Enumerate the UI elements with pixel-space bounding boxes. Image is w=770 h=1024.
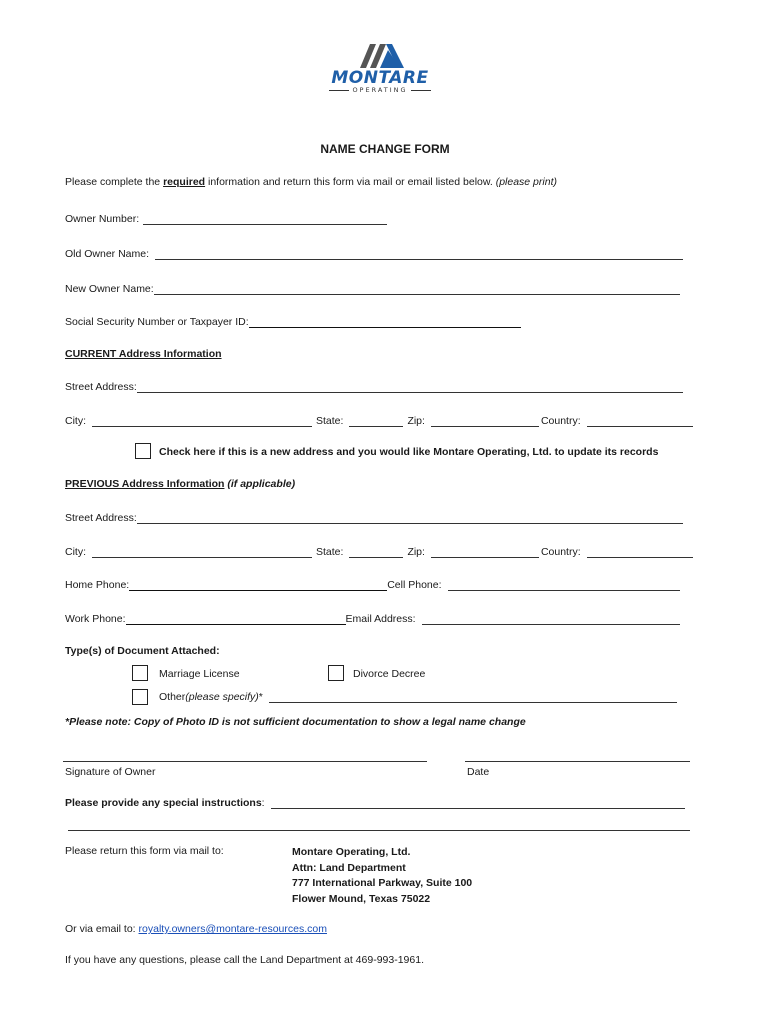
new-address-checkbox-label: Check here if this is a new address and you would like Montare Operating, Ltd. to update its records	[159, 446, 659, 458]
current-street-row	[65, 381, 683, 393]
return-address-line: Attn: Land Department	[292, 861, 406, 874]
other-document-field[interactable]	[269, 692, 677, 703]
new-address-checkbox[interactable]	[135, 443, 151, 459]
email-address-label: Email Address:	[345, 613, 416, 625]
return-label: Please return this form via mail to:	[65, 845, 224, 857]
divorce-decree-label: Divorce Decree	[353, 668, 426, 680]
home-phone-field[interactable]	[129, 580, 387, 591]
owner-number-label: Owner Number:	[65, 213, 140, 225]
new-owner-field[interactable]	[154, 284, 680, 295]
instructions-field[interactable]	[271, 798, 685, 809]
previous-address-heading: PREVIOUS Address Information (if applicable)	[65, 478, 296, 490]
previous-zip-field[interactable]	[431, 547, 539, 558]
marriage-license-label: Marriage License	[159, 668, 240, 680]
current-zip-field[interactable]	[431, 416, 539, 427]
logo-subtitle: OPERATING	[318, 86, 442, 94]
email-line: Or via email to: royalty.owners@montare-resources.com	[65, 923, 327, 935]
email-link[interactable]: royalty.owners@montare-resources.com	[138, 923, 327, 935]
previous-city-field[interactable]	[92, 547, 312, 558]
old-owner-label: Old Owner Name:	[65, 248, 150, 260]
previous-street-label: Street Address:	[65, 512, 137, 524]
current-country-field[interactable]	[587, 416, 693, 427]
instructions-row: Please provide any special instructions :	[65, 797, 685, 809]
date-line[interactable]	[465, 761, 690, 762]
questions-text: If you have any questions, please call the Land Department at 469-993-1961.	[65, 954, 424, 966]
current-street-field[interactable]	[137, 382, 683, 393]
old-owner-row	[65, 248, 683, 260]
current-country-label: Country:	[540, 415, 581, 427]
return-address-line: Flower Mound, Texas 75022	[292, 892, 431, 905]
owner-number-field[interactable]	[143, 214, 387, 225]
previous-city-label: City:	[65, 546, 86, 558]
date-label: Date	[467, 766, 490, 778]
other-document-checkbox[interactable]	[132, 689, 148, 705]
previous-country-field[interactable]	[587, 547, 693, 558]
current-street-label: Street Address:	[65, 381, 137, 393]
new-owner-row	[65, 283, 680, 295]
cell-phone-field[interactable]	[448, 580, 680, 591]
work-email-row	[65, 613, 680, 625]
signature-line[interactable]	[63, 761, 427, 762]
new-owner-label: New Owner Name:	[65, 283, 154, 295]
home-phone-label: Home Phone:	[65, 579, 130, 591]
previous-state-field[interactable]	[349, 547, 403, 558]
previous-state-label: State:	[316, 546, 344, 558]
other-document-row: Other (please specify) *	[159, 691, 677, 703]
return-address-line: Montare Operating, Ltd.	[292, 846, 411, 858]
mountain-icon	[318, 40, 442, 70]
current-city-field[interactable]	[92, 416, 312, 427]
logo-wordmark: MONTARE	[331, 68, 429, 88]
instructions-field-line-2[interactable]	[68, 830, 690, 831]
home-cell-row	[65, 579, 680, 591]
photo-id-note: *Please note: Copy of Photo ID is not sufficient documentation to show a legal name change	[65, 716, 526, 728]
montare-logo	[318, 40, 442, 96]
current-address-heading: CURRENT Address Information	[65, 348, 222, 360]
ssn-field[interactable]	[249, 317, 521, 328]
ssn-row	[65, 316, 521, 328]
signature-label: Signature of Owner	[65, 766, 156, 778]
instructions-label: Please provide any special instructions	[65, 797, 262, 809]
work-phone-field[interactable]	[126, 614, 346, 625]
current-city-label: City:	[65, 415, 86, 427]
owner-number-row	[65, 213, 387, 225]
cell-phone-label: Cell Phone:	[387, 579, 442, 591]
previous-city-row	[65, 546, 693, 558]
divorce-decree-checkbox[interactable]	[328, 665, 344, 681]
ssn-label: Social Security Number or Taxpayer ID:	[65, 316, 249, 328]
work-phone-label: Work Phone:	[65, 613, 126, 625]
old-owner-field[interactable]	[155, 249, 683, 260]
return-address-line: 777 International Parkway, Suite 100	[292, 877, 473, 889]
current-state-label: State:	[316, 415, 344, 427]
current-zip-label: Zip:	[407, 415, 425, 427]
documents-heading: Type(s) of Document Attached:	[65, 645, 220, 657]
previous-country-label: Country:	[540, 546, 581, 558]
intro-text: Please complete the required information and return this form via mail or email listed below. (please print)	[65, 176, 557, 188]
previous-street-field[interactable]	[137, 513, 683, 524]
previous-zip-label: Zip:	[407, 546, 425, 558]
return-address	[292, 845, 472, 907]
current-state-field[interactable]	[349, 416, 403, 427]
current-city-row	[65, 415, 693, 427]
form-title: NAME CHANGE FORM	[320, 142, 450, 156]
email-address-field[interactable]	[422, 614, 680, 625]
previous-street-row	[65, 512, 683, 524]
marriage-license-checkbox[interactable]	[132, 665, 148, 681]
